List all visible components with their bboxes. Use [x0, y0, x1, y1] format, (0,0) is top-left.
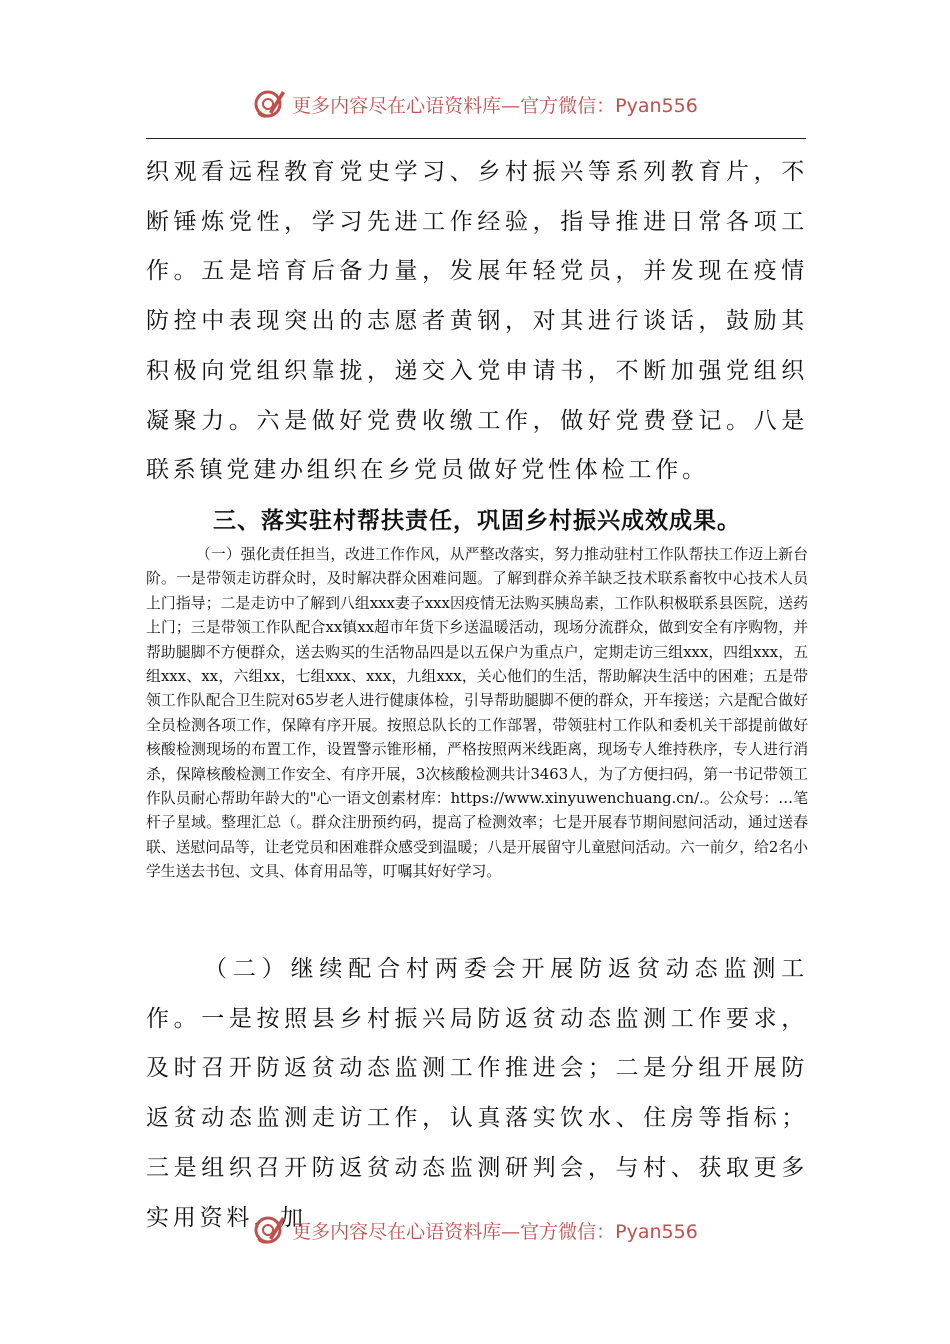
watermark-text [292, 91, 698, 118]
brush-pen-logo-icon [252, 87, 286, 121]
brush-pen-logo-icon [252, 1213, 286, 1247]
body-paragraph-2: （二）继续配合村两委会开展防返贫动态监测工作。一是按照县乡村振兴局防返贫动态监测工作要求，及时召开防返贫动态监测工作推进会；二是分组开展防返贫动态监测走访工作，认真落实饮水、住房等指标；三是组织召开防返贫动态监测研判会，与村、获取更多实用资料，加 [146, 956, 808, 1231]
footer-watermark-banner [0, 1208, 950, 1252]
watermark-text [292, 1217, 698, 1244]
header-watermark-banner [0, 82, 950, 126]
body-paragraph-1: 织观看远程教育党史学习、乡村振兴等系列教育片，不断锤炼党性，学习先进工作经验，指导推进日常各项工作。五是培育后备力量，发展年轻党员，并发现在疫情防控中表现突出的志愿者黄钢，对其进行谈话，鼓励其积极向党组织靠拢，递交入党申请书，不断加强党组织凝聚力。六是做好党费收缴工作，做好党费登记。八是联系镇党建办组织在乡党员做好党性体检工作。 [146, 159, 808, 484]
watermark-wechat-id: Pyan556 [615, 1220, 698, 1243]
section-heading-3: 三、落实驻村帮扶责任，巩固乡村振兴成效成果。 [213, 508, 741, 534]
header-divider [146, 138, 806, 139]
body-paragraph-small: （一）强化责任担当，改进工作作风，从严整改落实，努力推动驻村工作队帮扶工作迈上新台阶。一是带领走访群众时，及时解决群众困难问题。了解到群众养羊缺乏技术联系畜牧中心技术人员上门指导；二是走访中了解到八组xxx妻子xxx因疫情无法购买胰岛素，工作队积极联系县医院，送药上门；三是带领工作队配合xx镇xx超市年货下乡送温暖活动，现场分流群众，做到安全有序购物，并帮助腿脚不方便群众，送去购买的生活物品四是以五保户为重点户，定期走访三组xxx，四组xxx，五组xxx、xx，六组xx，七组xxx、xxx，九组xxx，关心他们的生活，帮助解决生活中的困难；五是带领工作队配合卫生院对65岁老人进行健康体检，引导帮助腿脚不便的群众，开车接送；六是配合做好全员检测各项工作，保障有序开展。按照总队长的工作部署，带领驻村工作队和委机关干部提前做好核酸检测现场的布置工作，设置警示锥形桶，严格按照两米线距离，现场专人维持秩序，专人进行消杀，保障核酸检测工作安全、有序开展，3次核酸检测共计3463人，为了方便扫码，第一书记带领工作队员耐心帮助年龄大的"心一语文创素材库：https://www.xinyuwenchuang.cn/.。公众号：…笔杆子星域。整理汇总（。群众注册预约码，提高了检测效率；七是开展春节期间慰问活动，通过送春联、送慰问品等，让老党员和困难群众感受到温暖；八是开展留守儿童慰问活动。六一前夕，给2名小学生送去书包、文具、体育用品等，叮嘱其好好学习。 [146, 546, 808, 881]
watermark-wechat-id: Pyan556 [615, 94, 698, 117]
watermark-text-cn: 更多内容尽在心语资料库—官方微信： [292, 1220, 616, 1243]
watermark-text-cn: 更多内容尽在心语资料库—官方微信： [292, 94, 616, 117]
